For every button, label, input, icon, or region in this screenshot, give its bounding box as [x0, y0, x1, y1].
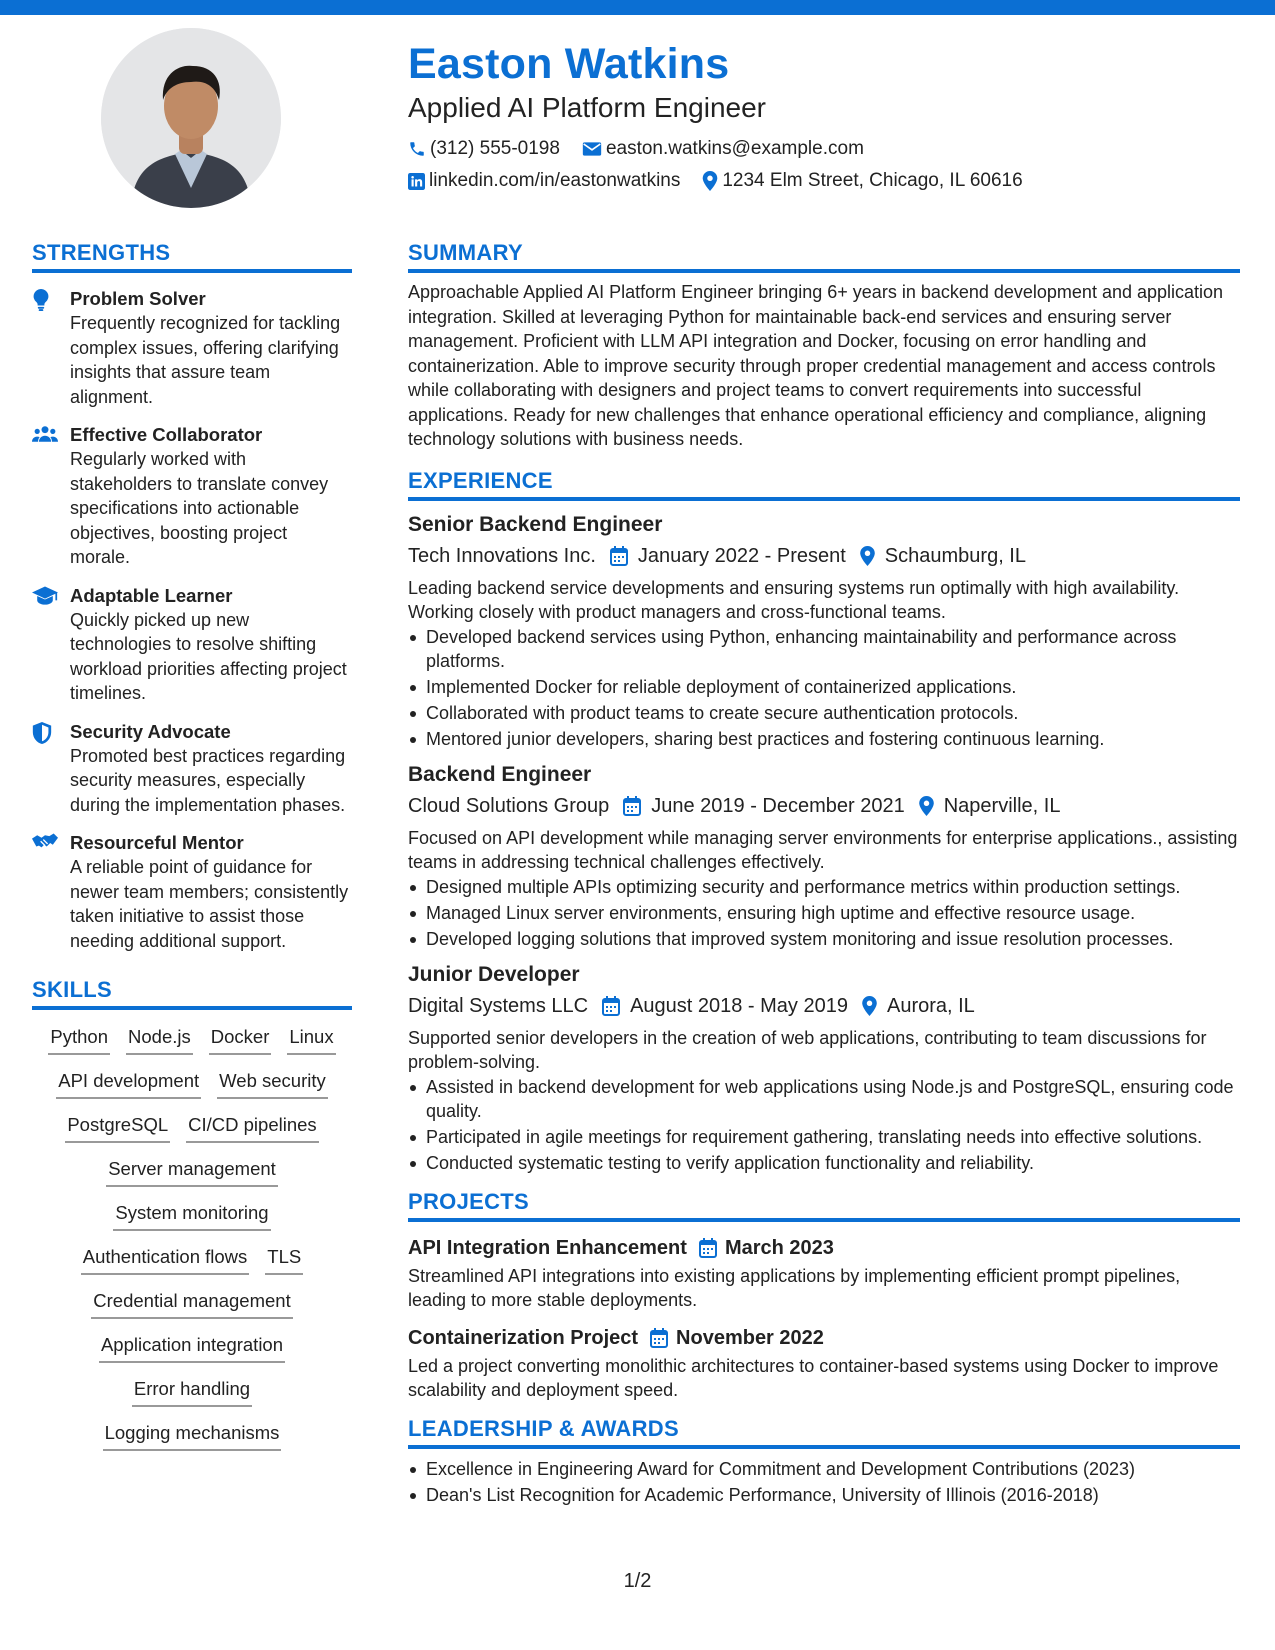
strength-desc: Quickly picked up new technologies to resolve shifting workload priorities affecting project timelines.: [70, 609, 347, 703]
strength-title: Resourceful Mentor: [70, 832, 244, 853]
shield-icon: [32, 722, 52, 744]
skill-tag: Credential management: [91, 1286, 292, 1319]
job-bullets: [408, 625, 1240, 751]
list-item: Implemented Docker for reliable deployment of containerized applications.: [408, 675, 1240, 699]
job-location: Aurora, IL: [886, 994, 975, 1017]
page-number: 1/2: [623, 1570, 652, 1592]
skill-tag: TLS: [265, 1242, 303, 1275]
skill-tag: Python: [48, 1022, 110, 1055]
list-item: Developed backend services using Python, enhancing maintainability and performance across platforms.: [408, 625, 1240, 673]
project-header: [408, 1234, 1240, 1262]
strength-item: [32, 287, 352, 409]
job-meta: [408, 991, 1240, 1021]
project-name: Containerization Project: [408, 1326, 639, 1349]
skills-list: [32, 1022, 352, 1451]
phone-item[interactable]: [408, 138, 560, 160]
skill-row: [32, 1066, 352, 1099]
skill-row: [32, 1198, 352, 1231]
skill-tag: Docker: [209, 1022, 272, 1055]
job-entry: [408, 761, 1240, 951]
job-entry: [408, 961, 1240, 1175]
job-meta: [408, 791, 1240, 821]
linkedin-text: linkedin.com/in/eastonwatkins: [429, 170, 681, 192]
job-title: Senior Backend Engineer: [408, 512, 663, 536]
strengths-heading: STRENGTHS: [32, 240, 352, 273]
handshake-icon: [32, 833, 58, 853]
strength-desc: Promoted best practices regarding security measures, especially during the implementation phases.: [70, 745, 346, 815]
project-date: November 2022: [676, 1326, 824, 1349]
candidate-role: Applied AI Platform Engineer: [408, 92, 766, 124]
job-dates-item: [602, 991, 848, 1021]
strength-desc: Frequently recognized for tackling complex issues, offering clarifying insights that assure team alignment.: [70, 313, 341, 407]
calendar-icon: [699, 1238, 717, 1258]
list-item: Assisted in backend development for web applications using Node.js and PostgreSQL, ensuring code quality.: [408, 1075, 1240, 1123]
job-company: Tech Innovations Inc.: [408, 544, 596, 567]
calendar-icon: [610, 546, 628, 566]
skill-tag: Node.js: [126, 1022, 193, 1055]
project-description: Led a project converting monolithic architectures to container-based systems using Docker to improve scalability and deployment speed.: [408, 1355, 1219, 1400]
skill-tag: Application integration: [99, 1330, 285, 1363]
awards-list: [408, 1457, 1240, 1507]
strength-title: Security Advocate: [70, 720, 231, 742]
skill-tag: Authentication flows: [81, 1242, 250, 1275]
projects-heading: PROJECTS: [408, 1189, 1240, 1222]
strength-item: [32, 423, 352, 570]
list-item: Managed Linux server environments, ensuring high uptime and effective resource usage.: [408, 901, 1240, 925]
job-dates: June 2019 - December 2021: [651, 794, 905, 817]
lightbulb-icon: [32, 289, 50, 311]
resume-header: [408, 40, 1238, 197]
skill-tag: System monitoring: [113, 1198, 270, 1231]
envelope-icon: [582, 141, 602, 157]
graduation-cap-icon: [32, 586, 58, 606]
strength-item: [32, 720, 352, 818]
avatar: [101, 28, 281, 208]
skill-row: [32, 1374, 352, 1407]
job-location-item: [862, 991, 975, 1021]
strength-title: Adaptable Learner: [70, 584, 233, 606]
job-description: Supported senior developers in the creation of web applications, contributing to team discussions for problem-solving.: [408, 1027, 1207, 1072]
contact-row-2: [408, 165, 1238, 197]
list-item: Participated in agile meetings for requirement gathering, translating needs into effective solutions.: [408, 1125, 1240, 1149]
skill-tag: Logging mechanisms: [103, 1418, 282, 1451]
skills-heading: SKILLS: [32, 977, 352, 1010]
project-header: [408, 1324, 1240, 1352]
strength-title: Problem Solver: [70, 288, 206, 309]
email-text: easton.watkins@example.com: [605, 138, 864, 160]
skill-tag: PostgreSQL: [65, 1110, 170, 1143]
map-pin-icon: [860, 546, 875, 566]
list-item: Designed multiple APIs optimizing security and performance metrics within production settings.: [408, 875, 1240, 899]
job-title: Backend Engineer: [408, 762, 592, 786]
experience-heading: EXPERIENCE: [408, 468, 1240, 501]
strength-title: Effective Collaborator: [70, 424, 263, 445]
list-item: Developed logging solutions that improved system monitoring and issue resolution processes.: [408, 927, 1240, 951]
summary-heading: SUMMARY: [408, 240, 1240, 273]
strength-desc: A reliable point of guidance for newer team members; consistently taken initiative to assist those needing additional support.: [70, 857, 349, 951]
job-description: Leading backend service developments and ensuring systems run optimally with high availability. Working closely with product managers and cross-functional teams.: [408, 577, 1180, 622]
job-company: Cloud Solutions Group: [408, 794, 610, 817]
job-location-item: [919, 791, 1061, 821]
skill-tag: Error handling: [132, 1374, 252, 1407]
list-item: Excellence in Engineering Award for Commitment and Development Contributions (2023): [408, 1457, 1240, 1481]
skill-tag: CI/CD pipelines: [186, 1110, 319, 1143]
job-location: Naperville, IL: [943, 794, 1061, 817]
address-item: [702, 170, 1022, 192]
job-bullets: [408, 875, 1240, 951]
job-entry: [408, 511, 1240, 751]
list-item: Collaborated with product teams to create secure authentication protocols.: [408, 701, 1240, 725]
strength-item: [32, 831, 352, 953]
strength-desc: Regularly worked with stakeholders to translate convey specifications into actionable objectives, boosting project morale.: [70, 449, 329, 567]
job-title: Junior Developer: [408, 962, 580, 986]
right-column: [408, 240, 1240, 1509]
awards-heading: LEADERSHIP & AWARDS: [408, 1416, 1240, 1449]
strength-item: [32, 584, 352, 706]
job-location: Schaumburg, IL: [884, 544, 1026, 567]
job-dates-item: [610, 541, 846, 571]
job-location-item: [860, 541, 1026, 571]
summary-text: Approachable Applied AI Platform Engineer bringing 6+ years in backend development and application integration. Skilled at leveraging Python for maintainable back-end services and ensuring server management. Proficient with LLM API integration and Docker, focusing on error handling and containerization. Able to improve security through proper credential management and access controls while collaborating with designers and project teams to convert requirements into successful applications. Ready for new challenges that enhance operational efficiency and compliance, aligning technology solutions with business needs.: [408, 282, 1224, 449]
skill-row: [32, 1154, 352, 1187]
candidate-name: Easton Watkins: [408, 40, 730, 88]
map-pin-icon: [919, 796, 934, 816]
top-accent-bar: [0, 0, 1275, 15]
skill-row: [32, 1110, 352, 1143]
job-dates-item: [623, 791, 905, 821]
calendar-icon: [623, 796, 641, 816]
list-item: Dean's List Recognition for Academic Performance, University of Illinois (2016-2018): [408, 1483, 1240, 1507]
calendar-icon: [602, 996, 620, 1016]
phone-icon: [408, 140, 426, 158]
skill-row: [32, 1022, 352, 1055]
skill-row: [32, 1242, 352, 1275]
users-icon: [32, 425, 58, 443]
project-entry: [408, 1234, 1240, 1312]
map-pin-icon: [862, 996, 877, 1016]
project-name: API Integration Enhancement: [408, 1236, 687, 1259]
skill-tag: API development: [56, 1066, 201, 1099]
list-item: Mentored junior developers, sharing best practices and fostering continuous learning.: [408, 727, 1240, 751]
calendar-icon: [650, 1328, 668, 1348]
project-description: Streamlined API integrations into existing applications by implementing efficient prompt pipelines, leading to more stable deployments.: [408, 1265, 1181, 1310]
job-dates: January 2022 - Present: [637, 544, 846, 567]
job-bullets: [408, 1075, 1240, 1175]
map-pin-icon: [702, 171, 718, 191]
skill-tag: Server management: [106, 1154, 278, 1187]
phone-text: (312) 555-0198: [430, 138, 560, 160]
skill-row: [32, 1330, 352, 1363]
address-text: 1234 Elm Street, Chicago, IL 60616: [722, 170, 1023, 192]
skill-row: [32, 1286, 352, 1319]
job-description: Focused on API development while managing server environments for enterprise applications., assisting teams in addressing technical challenges effectively.: [408, 827, 1238, 872]
skill-tag: Web security: [217, 1066, 328, 1099]
contact-row-1: [408, 133, 1238, 165]
profile-photo: [101, 28, 281, 208]
linkedin-icon: [408, 173, 425, 190]
skill-row: [32, 1418, 352, 1451]
job-dates: August 2018 - May 2019: [630, 994, 848, 1017]
linkedin-item[interactable]: [408, 170, 680, 192]
list-item: Conducted systematic testing to verify application functionality and reliability.: [408, 1151, 1240, 1175]
left-column: [32, 240, 352, 1462]
project-entry: [408, 1324, 1240, 1402]
skill-tag: Linux: [287, 1022, 335, 1055]
email-item[interactable]: [582, 138, 864, 160]
job-company: Digital Systems LLC: [408, 994, 589, 1017]
job-meta: [408, 541, 1240, 571]
project-date: March 2023: [724, 1236, 834, 1259]
